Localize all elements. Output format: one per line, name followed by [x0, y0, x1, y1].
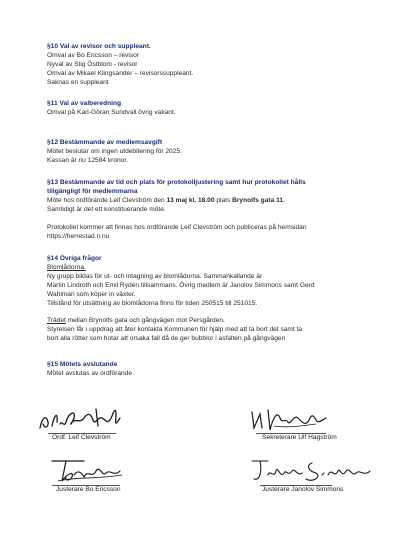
section-11-heading: §11 Val av valberedning: [47, 100, 122, 107]
section-11: [47, 100, 382, 118]
section-15-line-1: Mötet avslutas av ordförande: [47, 369, 133, 377]
section-13-website-link[interactable]: https://herrestad.n.nu: [47, 232, 110, 240]
signature-label-adjuster-2: Justerare Janolov Simmons: [262, 486, 344, 493]
section-12-heading: §12 Bestämmande av medlemsavgift: [47, 139, 163, 146]
section-15: [47, 361, 382, 379]
section-12-line-2: Kassan är nu 12584 kronor.: [47, 156, 129, 164]
section-10-line-2: Nyval av Stig Östblom - revisor: [47, 60, 138, 68]
signature-leif-clevstrom: [36, 404, 136, 434]
section-14-flowerboxes-line-4: Tillstånd för utsättning av blomlådorna finns för tiden 250515 till 251015.: [47, 299, 258, 307]
section-10-line-3: Omval av Mikael Klingsander – revisorssuppleant.: [47, 69, 194, 77]
meeting-place: Brynolfs gata 11: [232, 196, 284, 204]
meeting-mid: plats: [214, 196, 233, 204]
section-14-heading: §14 Övriga frågor: [47, 255, 102, 262]
signature-label-secretary: Sekreterare Ulf Hagström: [262, 434, 337, 441]
section-14-tree-line: [47, 317, 382, 326]
section-11-line-1: Omval på Karl-Göran Sundvall övrig vakant.: [47, 108, 176, 116]
section-14-tree-line-2: Styrelsen får i uppdrag att åter kontakta Kommunen för hjälp med att ta bort det samt ta: [47, 326, 303, 334]
section-10: [47, 43, 382, 88]
meeting-date: 13 maj kl. 18.00: [166, 196, 215, 204]
section-13-meeting-line: [47, 197, 382, 206]
section-10-line-4: Saknas en suppleant: [47, 78, 109, 86]
section-13-publish-line-1: Protokollet kommer att finnas hos ordförande Leif Clevström och publiceras på hemsidan: [47, 223, 307, 231]
signature-label-chairman: Ordf. Leif Clevström: [52, 434, 111, 441]
section-13-heading-line-1: §13 Bestämmande av tid och plats för protokolljustering samt hur protokollet hålls: [47, 179, 306, 186]
section-10-heading: §10 Val av revisor och suppleant.: [47, 43, 151, 50]
section-14-subheading-flowerboxes: Blomlådorna.: [47, 263, 86, 271]
section-14-flowerboxes-line-3: Wahlman som köper in växter.: [47, 290, 136, 298]
section-15-heading: §15 Mötets avslutande: [47, 361, 118, 368]
section-12: [47, 139, 382, 166]
signature-ulf-hagstrom: [246, 404, 336, 434]
signature-bo-ericsson: [44, 455, 134, 485]
section-14-tree-line-3: bort alla rötter som hotar att orsaka fall då de ger bubblor i asfalten på gångvägen: [47, 335, 286, 343]
section-14-flowerboxes-line-2: Martin Lindroth och Emil Rydén tillsammans. Övrig medlem är Janolov Simmons samt Gerd: [47, 281, 315, 289]
signature-label-adjuster-1: Justerare Bo Ericsson: [56, 486, 121, 493]
section-12-line-1: Mötet beslutar om ingen utdebitering för 2025.: [47, 147, 182, 155]
section-14-flowerboxes-line-1: Ny grupp bildas för ut- och intagning av blomlådorna. Sammankallande är: [47, 272, 263, 280]
signature-janolov-simmons: [246, 455, 386, 485]
section-13-heading-line-2: tillgängligt för medlemmarna: [47, 187, 138, 195]
section-13-line-2: Samtidigt är det ett konstituerande möte.: [47, 205, 166, 213]
section-10-line-1: Omval av Bo Ericsson – revisor: [47, 51, 139, 59]
meeting-end: .: [283, 196, 285, 204]
section-14: [47, 255, 382, 344]
tree-rest: mellan Brynolfs gata och gångvägen mot Persgården.: [65, 317, 225, 325]
tree-subheading: Trädet: [47, 317, 66, 325]
section-13: [47, 179, 382, 241]
meeting-prefix: Möte hos ordförande Leif Clevström den: [47, 196, 167, 204]
